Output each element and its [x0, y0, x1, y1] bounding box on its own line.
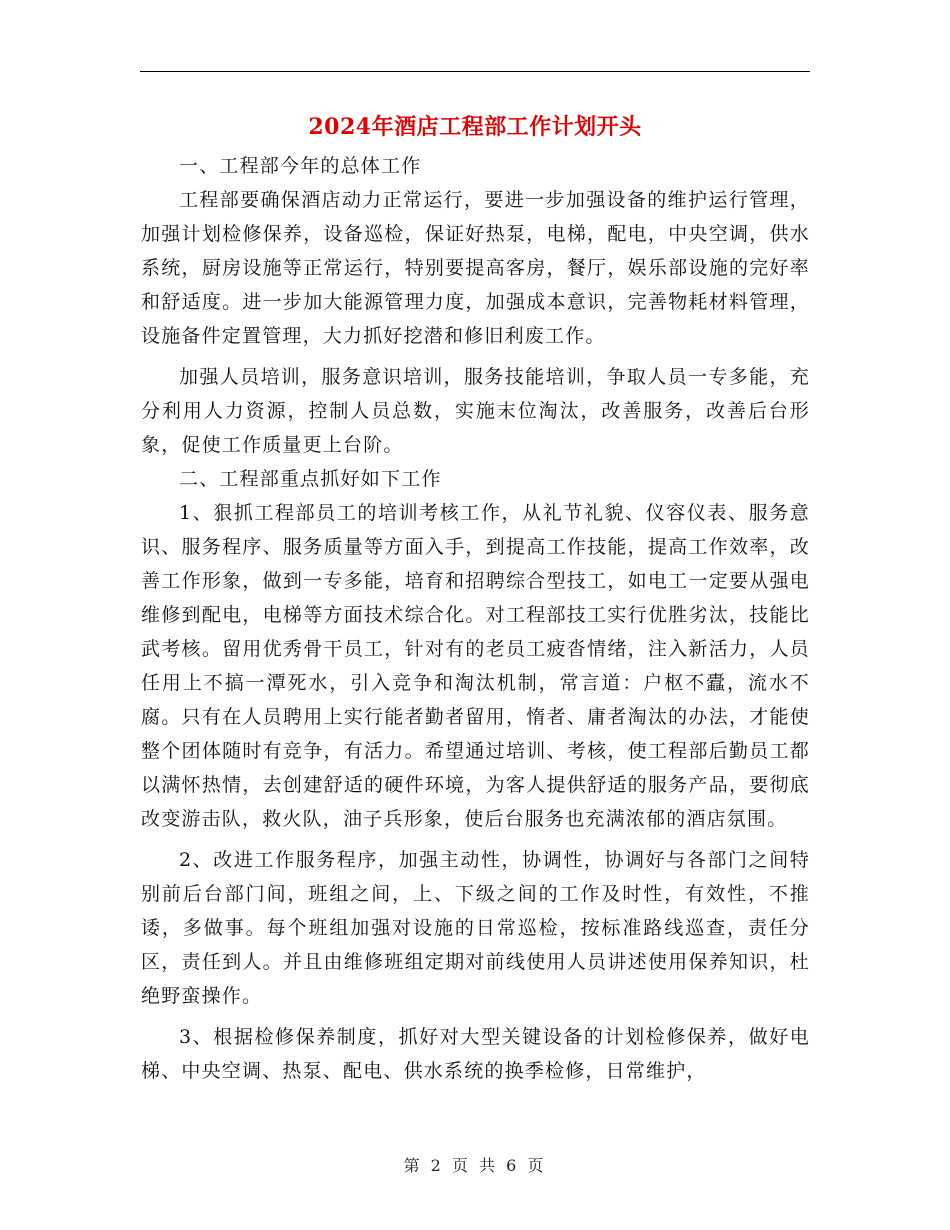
page-footer: 第 2 页 共 6 页	[403, 1156, 547, 1175]
document-body	[141, 149, 810, 1088]
section-heading-2: 二、工程部重点抓好如下工作	[179, 468, 442, 490]
paragraph-item-3: 3、根据检修保养制度，抓好对大型关键设备的计划检修保养，做好电梯、中央空调、热泵、配电、供水系统的换季检修，日常维护，	[141, 1026, 810, 1082]
paragraph-item-1: 1、狠抓工程部员工的培训考核工作，从礼节礼貌、仪容仪表、服务意识、服务程序、服务质量等方面入手，到提高工作技能，提高工作效率，改善工作形象，做到一专多能，培育和招聘综合型技工，如电工一定要从强电维修到配电，电梯等方面技术综合化。对工程部技工实行优胜劣汰，技能比武考核。留用优秀骨干员工，针对有的老员工疲沓情绪，注入新活力，人员任用上不搞一潭死水，引入竞争和淘汰机制，常言道：户枢不蠹，流水不腐。只有在人员聘用上实行能者勤者留用，惰者、庸者淘汰的办法，才能使整个团体随时有竞争，有活力。希望通过培训、考核，使工程部后勤员工都以满怀热情，去创建舒适的硬件环境，为客人提供舒适的服务产品，要彻底改变游击队，救火队，油子兵形象，使后台服务也充满浓郁的酒店氛围。	[141, 502, 810, 830]
paragraph-item-2: 2、改进工作服务程序，加强主动性，协调性，协调好与各部门之间特别前后台部门间，班组之间，上、下级之间的工作及时性，有效性，不推诿，多做事。每个班组加强对设施的日常巡检，按标准路线巡查，责任分区，责任到人。并且由维修班组定期对前线使用人员讲述使用保养知识，杜绝野蛮操作。	[141, 849, 810, 1007]
paragraph-overall-work: 工程部要确保酒店动力正常运行，要进一步加强设备的维护运行管理，加强计划检修保养，设备巡检，保证好热泵，电梯，配电，中央空调，供水系统，厨房设施等正常运行，特别要提高客房，餐厅，娱乐部设施的完好率和舒适度。进一步加大能源管理力度，加强成本意识，完善物耗材料管理，设施备件定置管理，大力抓好挖潜和修旧利废工作。	[141, 189, 810, 347]
document-title: 2024年酒店工程部工作计划开头	[308, 114, 642, 140]
header-rule	[140, 71, 810, 72]
section-heading-1: 一、工程部今年的总体工作	[179, 155, 422, 177]
paragraph-staff-training: 加强人员培训，服务意识培训，服务技能培训，争取人员一专多能，充分利用人力资源，控制人员总数，实施末位淘汰，改善服务，改善后台形象，促使工作质量更上台阶。	[141, 366, 810, 456]
